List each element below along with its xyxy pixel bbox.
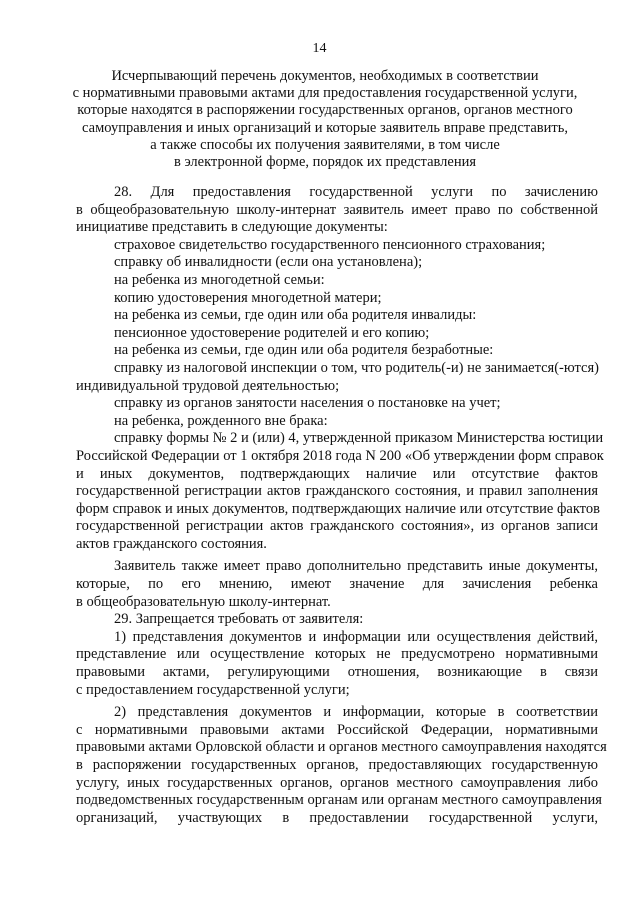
heading-line: а также способы их получения заявителями, в том числе bbox=[150, 136, 500, 153]
section-heading bbox=[60, 68, 590, 171]
document-list-item: на ребенка из семьи, где один или оба родителя безработные: bbox=[114, 342, 494, 359]
document-list-item: копию удостоверения многодетной матери; bbox=[114, 289, 382, 306]
document-list-item: справку из органов занятости населения о постановке на учет; bbox=[114, 395, 501, 412]
document-list-item: справку из налоговой инспекции о том, что родитель(-и) не занимается(-ются) bbox=[114, 359, 599, 376]
prohibition-item-2: 2) представления документов и информации, которые в соответствии bbox=[114, 704, 598, 721]
heading-line: которые находятся в распоряжении государственных органов, органов местного bbox=[77, 102, 573, 119]
prohibition-item-2: организаций, участвующих в предоставлении государственной услуги, bbox=[76, 809, 598, 826]
page-number: 14 bbox=[312, 41, 327, 56]
heading-line: Исчерпывающий перечень документов, необходимых в соответствии bbox=[111, 68, 539, 84]
document-list-item: актов гражданского состояния. bbox=[76, 535, 267, 552]
prohibition-item-2: подведомственных государственным органам или органам местного самоуправления bbox=[76, 792, 602, 809]
paragraph-28-line: 28. Для предоставления государственной услуги по зачислению bbox=[114, 184, 598, 200]
prohibition-item-2: услугу, иных государственных органов, органов местного самоуправления либо bbox=[76, 774, 598, 791]
prohibition-item-2: правовыми актами Орловской области и органов местного самоуправления находятся bbox=[76, 739, 607, 756]
prohibition-item-1: 1) представления документов и информации или осуществления действий, bbox=[114, 628, 598, 645]
document-list-item: форм справок и иных документов, подтверждающих наличие или отсутствие фактов bbox=[76, 500, 600, 517]
paragraph-29-line: 29. Запрещается требовать от заявителя: bbox=[114, 611, 364, 628]
document-list-item: на ребенка, рожденного вне брака: bbox=[114, 412, 328, 429]
prohibition-item-2: в распоряжении государственных органов, предоставляющих государственную bbox=[76, 757, 598, 773]
document-list-item: справку формы № 2 и (или) 4, утвержденной приказом Министерства юстиции bbox=[114, 430, 604, 447]
additional-documents-line: Заявитель также имеет право дополнительно представить иные документы, bbox=[114, 558, 598, 575]
document-list-item: государственной регистрации актов гражданского состояния, и правил заполнения bbox=[76, 483, 598, 500]
document-list-item: страховое свидетельство государственного пенсионного страхования; bbox=[114, 236, 546, 253]
paragraph-28-line: в общеобразовательную школу-интернат заявитель имеет право по собственной bbox=[76, 201, 598, 218]
paragraph-28-line: инициативе представить в следующие документы: bbox=[76, 219, 388, 236]
document-list-item: на ребенка из семьи, где один или оба родителя инвалиды: bbox=[114, 307, 477, 324]
additional-documents-line: которые, по его мнению, имеют значение для зачисления ребенка bbox=[76, 576, 598, 593]
document-list-item: на ребенка из многодетной семьи: bbox=[114, 271, 325, 288]
prohibition-item-1: с предоставлением государственной услуги; bbox=[76, 681, 350, 698]
document-list-item: государственной регистрации актов гражданского состояния», из органов записи bbox=[76, 518, 598, 535]
prohibition-item-2: с нормативными правовыми актами Российской Федерации, нормативными bbox=[76, 721, 598, 738]
document-list-item: справку об инвалидности (если она установлена); bbox=[114, 254, 423, 271]
prohibition-item-1: правовыми актами, регулирующими отношения, возникающие в связи bbox=[76, 664, 598, 681]
heading-line: с нормативными правовыми актами для предоставления государственной услуги, bbox=[72, 85, 578, 102]
document-list-item: Российской Федерации от 1 октября 2018 года N 200 «Об утверждении форм справок bbox=[76, 447, 604, 464]
heading-line: в электронной форме, порядок их представления bbox=[173, 154, 477, 171]
document-list-item: пенсионное удостоверение родителей и его копию; bbox=[114, 324, 430, 341]
heading-line: самоуправления и иных организаций и которые заявитель вправе представить, bbox=[82, 119, 568, 136]
prohibition-item-1: представление или осуществление которых не предусмотрено нормативными bbox=[76, 646, 598, 663]
document-list-item: индивидуальной трудовой деятельностью; bbox=[76, 377, 340, 394]
additional-documents-line: в общеобразовательную школу-интернат. bbox=[76, 593, 331, 610]
document-body bbox=[76, 184, 607, 827]
document-list-item: и иных документов, подтверждающих наличие или отсутствие фактов bbox=[76, 465, 598, 482]
